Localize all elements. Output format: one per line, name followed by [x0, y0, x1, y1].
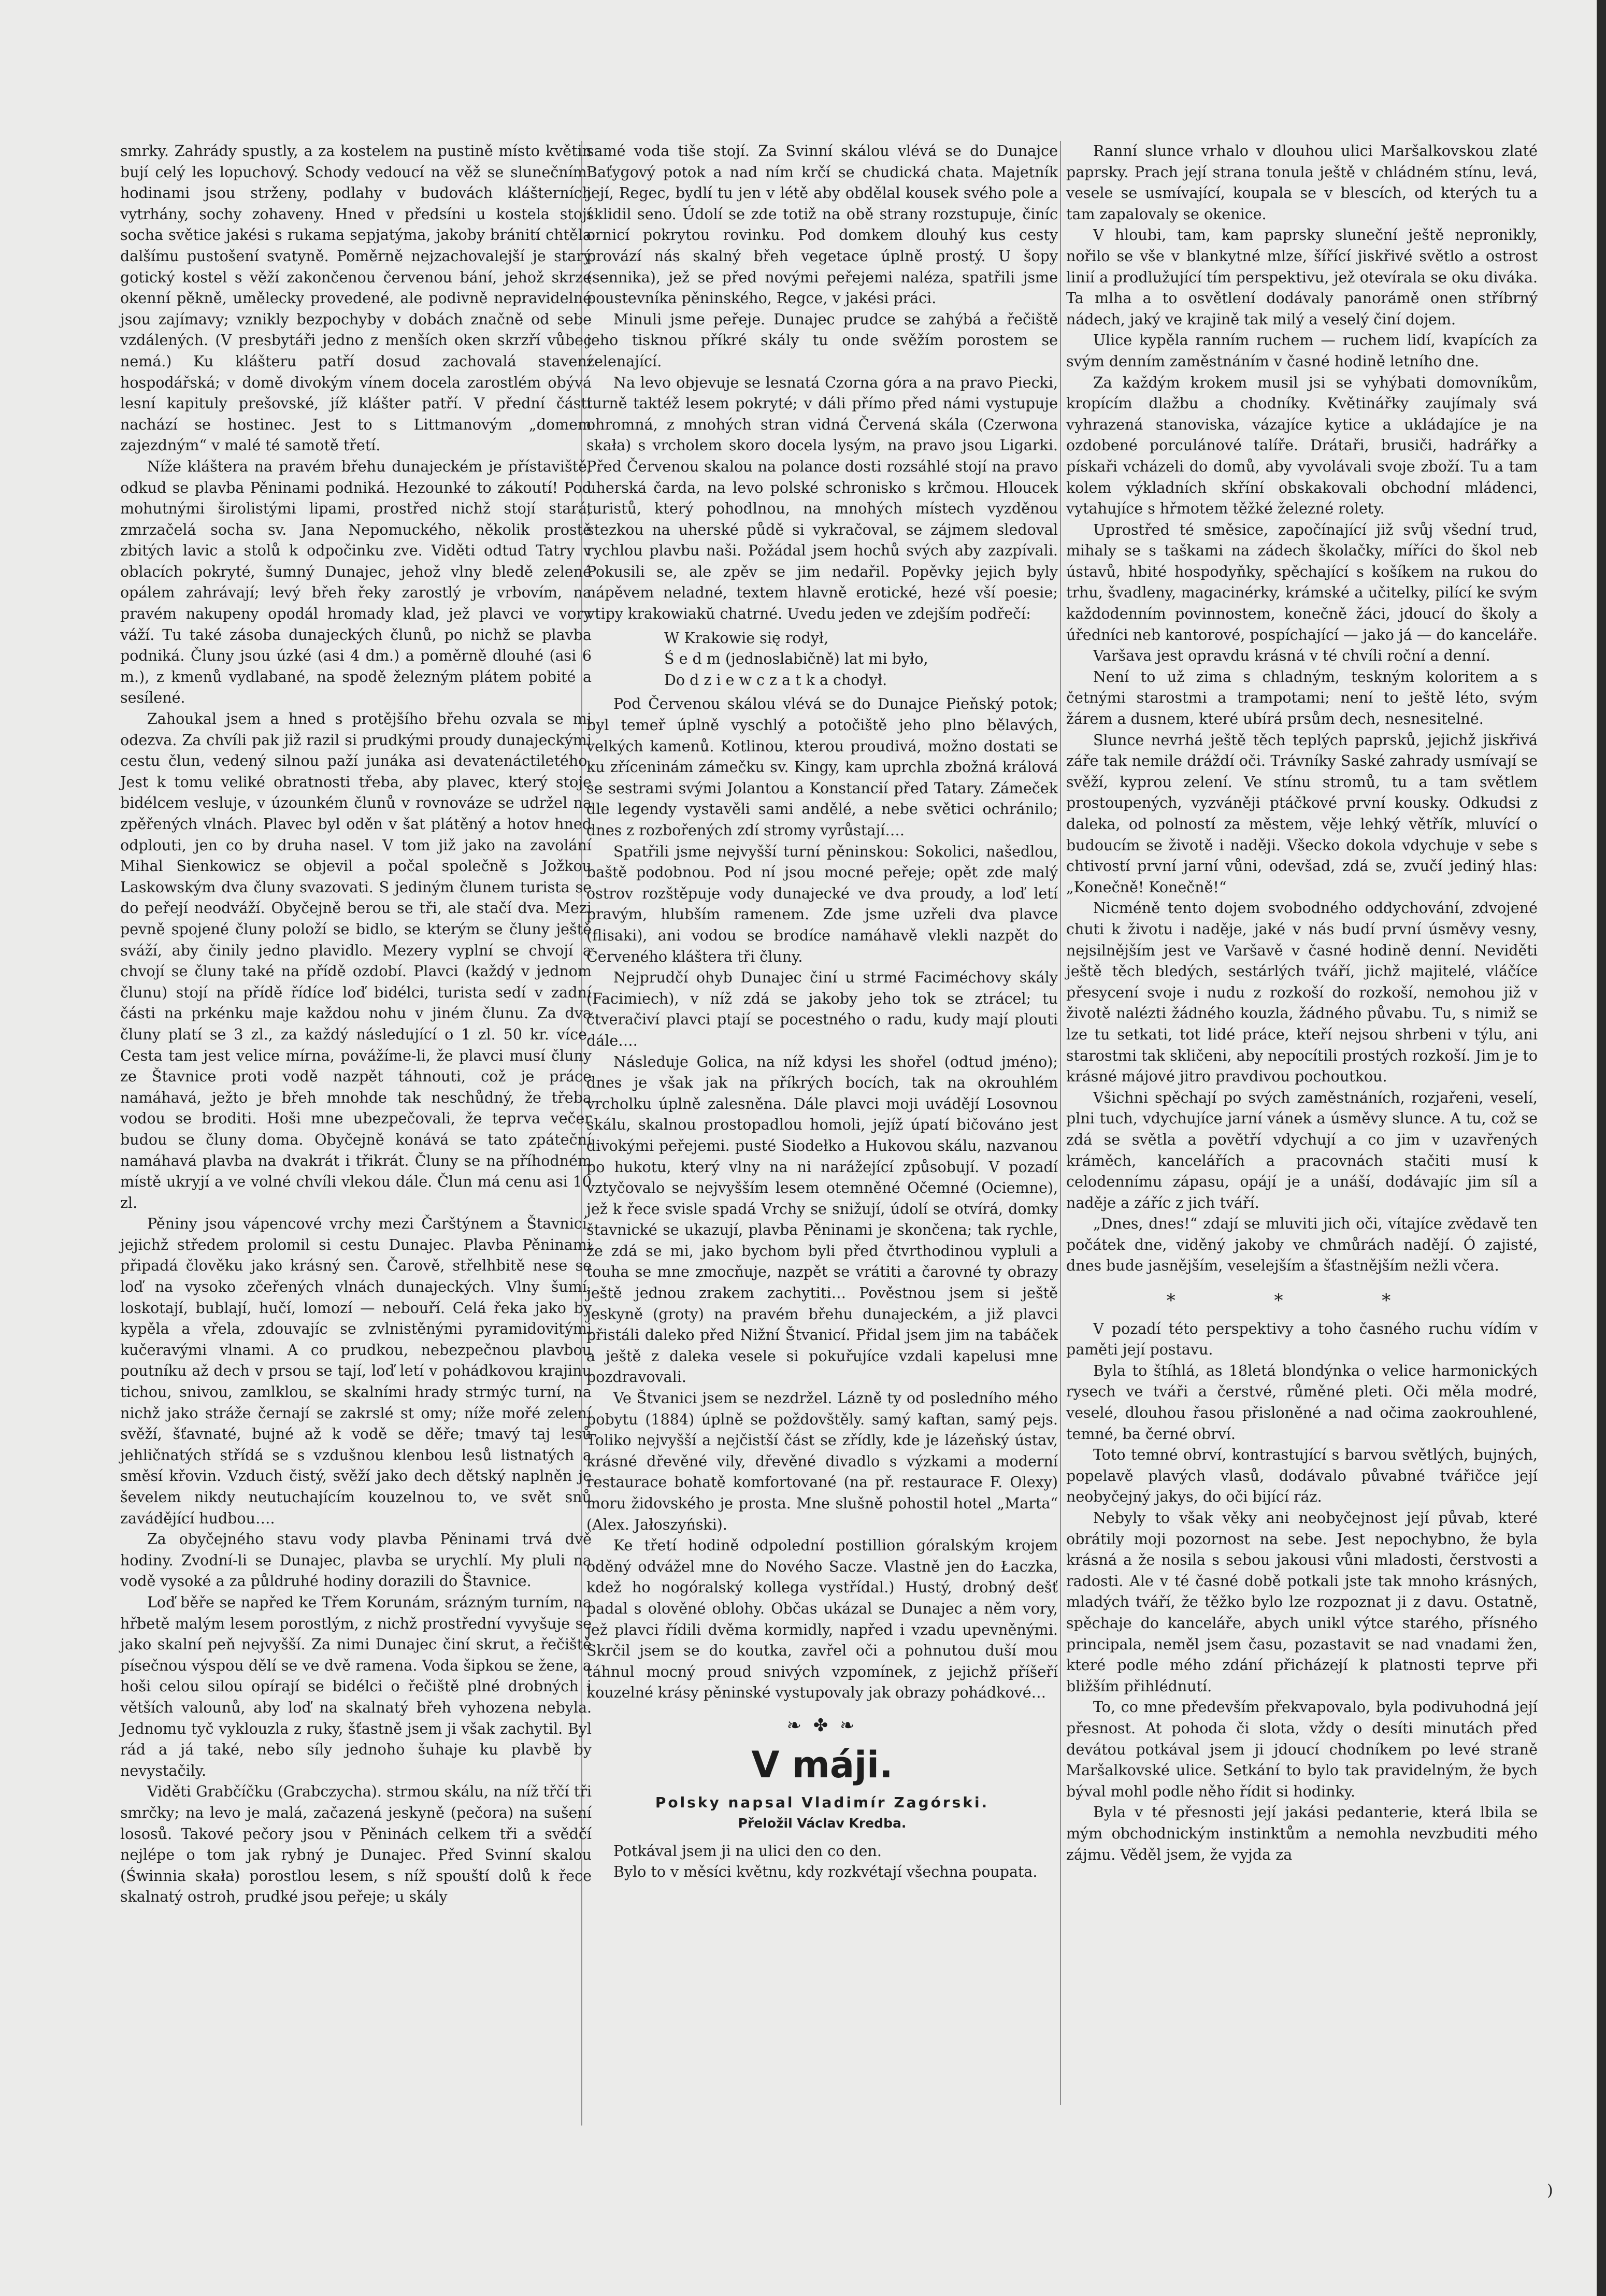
- paragraph: Viděti Grabčíčku (Grabczycha). strmou skálu, na níž třčí tři smrčky; na levo je malá, začazená jeskyně (pečora) na sušení lososů. Takové pečory jsou v Pěninách celkem tři a svědčí nejlépe o tom jak rybný je Dunajec. Před Svinní skalou (Świnnia skała) porostlou lesem, s níž spouští dolů k řece skalnatý ostroh, prudké jsou peřeje; u skály: [120, 1783, 592, 1906]
- section-break-stars: * * *: [1166, 1290, 1438, 1311]
- paragraph: Pěniny jsou vápencové vrchy mezi Čarštýnem a Štavnicí, jejichž středem prolomil si cestu Dunajec. Plavba Pěninami připadá člověku jako krásný sen. Čarově, střelhbitě nese se loď na vysoko zčeřených vlnách dunajeckých. Vlny šumí, loskotají, bublají, hučí, lomozí — nebouří. Celá řeka jako by kypěla a vřela, zdouvajíc se zvlnistěnými pyramidovitými kučeravými vlnami. A co prudkou, nebezpečnou plavbou poutníku až dech v prsou se tají, loď letí v pohádkovou krajinu tichou, snivou, zamlklou, se skalními hrady strmýc turní, na nichž jako stráže černají se zakrslé st omy; níže mořé zelení svěží, šťavnaté, bujné až k vodě se děře; tmavý taj lesů jehličnatých střídá se s vzdušnou klenbou lesů listnatých a směsí křovin. Vzduch čistý, svěží jako dech dětský naplněn je ševelem nikdy neutuchajícím kouzelnou to, ve svět snů zavádějící hudbou….: [120, 1215, 592, 1527]
- paragraph: Na levo objevuje se lesnatá Czorna góra a na pravo Piecki, turně taktéž lesem pokryté; v dáli přímo před námi vystupuje ohromná, z mnohých stran vidná Červená skála (Czerwona skała) s vrcholem skoro docela lysým, na pravo jsou Ligarki. Před Červenou skalou na polance dosti rozsáhlé stojí na pravo uherská čarda, na levo polské schronisko s krčmou. Hloucek turistů, který pohodlnou, na mnohých místech vyzděnou stezkou na uherské půdě si vykračoval, se zájmem sledoval rychlou plavbu naši. Požádal jsem hochů svých aby zazpívali. Pokusili se, ale zpěv se jim nedařil. Popěvky jejich byly nápěvem neladné, textem hlavně erotické, hezé vší poesie; vtipy krakowiakŭ chatrné. Uvedu jeden ve zdejším podřečí:: [586, 374, 1058, 623]
- paragraph: Byla to štíhlá, as 18letá blondýnka o velice harmonických rysech ve tváři a čerstvé, růměné pleti. Oči měla modré, veselé, dlouhou řasou přislоněné a nad očima zaokrouhlené, temné, ba černé obrví.: [1066, 1362, 1538, 1443]
- paragraph: Zahoukal jsem a hned s protějšího břehu ozvala se mi odezva. Za chvíli pak již razil si prudkými proudy dunajeckými cestu člun, vedený silnou paží junáka asi devatenáctiletého. Jest k tomu veliké obratnosti třeba, aby plavec, který stoje bidélcem vesluje, v úzounkém člunů v rovnováze se udržel na zpěřených vlnách. Plavec byl oděn v šat plátěný a hotov hned odplouti, jen co by druha nasel. V tom již jako na zavolání Mihal Sienkowicz se objevil a počal společně s Jožkou Laskowským dva čluny svazovati. S jediným člunem turista se do peřejí neodváží. Obyčejně berou se tři, ale stačí dva. Mezi pevně spojené čluny položí se bidlo, se kterým se čluny ještě sváží, aby činily jedno plavidlo. Mezery vyplní se chvojí a chvojí se čluny také na přídě ozdobí. Plavci (každý v jednom člunu) stojí na přídě řídíce loď bidélci, turista sedí v zadní části na prkénku maje každou nohu v jiném člunu. Za dva čluny platí se 3 zl., za každý následující o 1 zl. 50 kr. více. Cesta tam jest velice mírna, povážíme-li, že plavci musí čluny ze Štavnice proti vodě nazpět táhnouti, což je práce namáhavá, ježto je břeh mnohde tak neschůdný, že třeba vodou se broditi. Hoši mne ubezpečovali, že teprva večer budou se čluny doma. Obyčejně konává se tato zpáteční namáhavá plavba na dvakrát i třikrát. Čluny se na příhodném místě ukryjí a ve volné chvíli vlekou dále. Člun má cenu asi 10 zl.: [120, 710, 592, 1211]
- paragraph: Následuje Golica, na níž kdysi les shořel (odtud jméno); dnes je však jak na příkrých bocích, tak na okrouhlém vrcholku úplně zalesněna. Dále plavci moji uvádějí Losovnou skálu, skalnou prostopadlou homoli, jejíž úpatí bičováno jest divokými peřejemi. pusté Siodełko a Hukovou skálu, nazvanou po hukotu, který vlny na ni narážející způsobují. V pozadí vztyčovalo se nejvyšším lesem otemněné Očemné (Ociemne), jež k řece svisle spadá Vrchy se snižují, údolí se otvírá, domky štavnické se ukazují, plavba Pěninami je skončena; tak rychle, že zdá se mi, jako bychom byli před čtvrthodinou vypluli a touha se mne zmocňuje, nazpět se vrátiti a čarovné ty obrazy ještě jednou zrakem zachytiti… Pověstnou jsem si ještě jeskyně (groty) na pravém břehu dunajeckém, a již plavci přistáli daleko před Nižní Štvanicí. Přidal jsem jim na tabáček a ještě z daleka vesele si pokuřujíce vzdali kapelusi mne pozdravovali.: [586, 1053, 1058, 1386]
- paragraph: V pozadí této perspektivy a toho časného ruchu vídím v paměti její postavu.: [1066, 1320, 1538, 1359]
- paragraph: Nebyly to však věky ani neobyčejnost její půvab, které obrátily moji pozornost na sebe. Jest nepochybno, že byla krásná a že nosila s sebou jakousi vůni mladosti, čerstvosti a radosti. Ale v té časné době potkali jste tak mnoho krásných, mladých tváří, že těžko bylo lze rozpoznat ji z davu. Ostatně, spěchaje do kanceláře, abych unikl výtce starého, přísného principala, neměl jsem času, pozastavit se nad vnadami žen, které podle mého zdání přicházejí k platnosti teprve při bližším přihlédnutí.: [1066, 1509, 1538, 1695]
- paragraph: Bylo to v měsíci květnu, kdy rozkvétají všechna poupata.: [613, 1863, 1038, 1881]
- paragraph: Loď běře se napřed ke Třem Korunám, srázným turním, na hřbetě malým lesem porostlým, z nichž prostřední vyvyšuje se jako skalní peň nejvyšší. Za nimi Dunajec činí skrut, a řečiště písečnou výspou dělí se ve dvě ramena. Voda šipkou se žene, a hoši celou silou opírají se bidélci o řečiště plné drobných i větších valounů, aby loď na skalnatý břeh vyhozena nebyla. Jednomu tyč vyklouzla z ruky, šťastně jsem ji však zachytil. Byl rád a já také, nebo síly jednoho šuhaje ku plavbě by nevystačily.: [120, 1593, 592, 1779]
- paragraph: Byla v té přesnosti její jakási pedanterie, která lbila se mým obchodnickým instinktům a nemohla nevzbuditi mého zájmu. Věděl jsem, že vyjda za: [1066, 1804, 1538, 1863]
- paragraph: samé voda tiše stojí. Za Svinní skálou vlévá se do Dunajce Baťygový potok a nad ním krčí se chudická chata. Majetník její, Regec, bydlí tu jen v létě aby obdělal kousek svého pole a sklidil seno. Údolí se zde totiž na obě strany rozstupuje, činíc ornicí pokrytou rovinku. Pod domkem dlouhý kus cesty provází nás skalný břeh vegetace úplně prostý. U šopy (sennika), jež se před novými peřejemi naléza, spatřili jsme poustevníka pěninského, Regce, v jakési práci.: [586, 142, 1058, 307]
- story-byline: Polsky napsal Vladimír Zagórski.: [655, 1793, 990, 1811]
- paragraph: Minuli jsme peřeje. Dunajec prudce se zahýbá a řečiště jeho tisknou příkré skály tu onde svěžím porostem se zelenající.: [586, 310, 1058, 370]
- story-translator: Přeložil Václav Kredba.: [738, 1815, 907, 1831]
- paragraph: Za každým krokem musil jsi se vyhýbati domovníkům, kropícím dlažbu a chodníky. Květinářky zaujímaly svá vyhrazená stanoviska, vázajíce kytice a ukládajíce je na ozdobené porculánové talíře. Drátaři, brusiči, hadrářky a pískaři vcházeli do domů, aby vyvolávali svoje zboží. Tu a tam kolem výkladních skříní obskakovali obchodní mládenci, vytahujíce s hřmotem těžké železné rolety.: [1066, 374, 1538, 518]
- column-right: [1066, 141, 1538, 1865]
- story-title: V máji.: [751, 1743, 893, 1786]
- paragraph: Uprostřed té směsice, započínající již svůj všední trud, mihaly se s taškami na zádech školačky, míříci do škol neb ústavů, hbité hospodyňky, spěchající s košíkem na rukou do trhu, švadleny, magacinérky, krámské a učitelky, pilící ke svým každodenním povinnostem, konečně žáci, jdoucí do školy a úředníci neb kantorové, pospíchající — jako já — do kanceláře.: [1066, 521, 1538, 644]
- folk-song-verse: [664, 628, 1058, 691]
- paragraph: Spatřili jsme nejvyšší turní pěninskou: Sokolici, našedlou, baště podobnou. Pod ní jsou mocné peřeje; opět zde malý ostrov rozštěpuje vody dunajecké ve dva proudy, a loď letí pravým, hlubším ramenem. Zde jsme uzřeli dva plavce (flisaki), ani vodou se brodíce namáhavě vlekli nazpět do Červeného kláštera tři čluny.: [586, 843, 1058, 965]
- column-middle: [586, 141, 1058, 1883]
- page-edge: [1597, 0, 1606, 2296]
- paragraph: Toto temné obrví, kontrastující s barvou světlých, bujných, popelavě plavých vlasů, dodávalo půvabné tvářičce její neobyčejný jakys, do oči bijící ráz.: [1066, 1446, 1538, 1506]
- paragraph: Pod Červenou skálou vlévá se do Dunajce Pieňský potok; byl temeř úplně vyschlý a potočiště jeho plno bělavých, velkých kamenů. Kotlinou, kterou proudivá, možno dostati se ku zříceninám zámečku sv. Kingy, kam uprchla zbožná králová se sestrami svými Jolantou a Konstancií před Tatary. Zámeček dle legendy vystavěli sami andělé, a nebe světici ochránilo; dnes z rozbořených zdí stromy vyrůstají….: [586, 695, 1058, 839]
- paragraph: Ve Štvanici jsem se nezdržel. Lázně ty od posledního mého pobytu (1884) úplně se poždovštěly. samý kaftan, samý pejs. Toliko nejvyšší a nejčistší část se zřídly, kde je lázeňský ústav, krásné dřevěné vily, dřevěné divadlo s výzkami a moderní restaurace bohatě komfortované (na př. restaurace F. Olexy) moru židovského je prosta. Mne slušně pohostil hotel „Marta“ (Alex. Jałoszyński).: [586, 1390, 1058, 1533]
- paragraph: Za obyčejného stavu vody plavba Pěninami trvá dvě hodiny. Zvodní-li se Dunajec, plavba se urychlí. My pluli na vodě vysoké a za půldruhé hodiny dorazili do Štavnice.: [120, 1531, 592, 1590]
- section-ornament: ❧ ✤ ❧: [786, 1715, 858, 1736]
- paragraph: Všichni spěchají po svých zaměstnáních, rozjařeni, veselí, plni tuch, vdychujíce jarní vánek a úsměvy slunce. A tu, což se zdá se světla a povětří vdychují a co jim v uzavřených kráměch, kancelářích a pracovnách stačiti musí k celodennímu zápasu, opájí je a unáší, dodávajíc jim síl a naděje a záříc z jich tváří.: [1066, 1089, 1538, 1211]
- paragraph: Ulice kypěla ranním ruchem — ruchem lidí, kvapících za svým denním zaměstnáním v časné hodině letního dne.: [1066, 332, 1538, 370]
- margin-mark: ): [1547, 2181, 1553, 2200]
- verse-line: W Krakowie się rodył,: [664, 629, 829, 647]
- paragraph: Nicméně tento dojem svobodného oddychování, zdvojené chuti k životu i naděje, jaké v nás budí první úsměvy vesny, nejsilnějším jest ve Varšavě v časné hodině denní. Neviděti ještě těch bledých, sestárlých tváří, jichž majitelé, vláčíce přesycení svoje i nudu z rozkoší do rozkoší, nemohou již v životě nalézti žádného kouzla, žádného půvabu. Tu, s nimiž se lze tu setkati, tot lidé práce, kteří nejsou shrbeni v týlu, ani starostmi tak skličeni, aby nepocítili prostých rozkoší. Jim je to krásné májové jitro pravdivou pochoutkou.: [1066, 900, 1538, 1086]
- paragraph: Ke třetí hodině odpolední postillion góralským krojem oděný odvážel mne do Nového Sacze. Vlastně jen do Łaczka, kdež ho nogóralský kollega vystřídal.) Hustý, drobný dešť padal s olověné oblohy. Občas ukázal se Dunajec a něm vory, jež plavci řídili dvěma kormidly, napřed i vzadu upevněnými. Skrčil jsem se do koutka, zavřel oči a pohnutou duší mou táhnul mocný proud snivých vzpomínek, z jejichž příšeří kouzelné krásy pěninské vystupovaly jak obrazy pohádkové…: [586, 1537, 1058, 1702]
- column-left: [120, 141, 592, 1908]
- verse-line: Do d z i e w c z a t k a chodył.: [664, 671, 887, 689]
- paragraph: Varšava jest opravdu krásná v té chvíli roční a denní.: [1093, 647, 1490, 665]
- paragraph: Slunce nevrhá ještě těch teplých paprsků, jejichž jiskřivá záře tak nemile dráždí oči. Trávníky Saské zahrady usmívají se svěží, kyprou zelení. Ve stínu stromů, tu a tam světlem prostoupených, vyzváněji ptáčkové první kousky. Odkudsi z daleka, od polností za městem, věje lehký větřík, mluvící o budoucím se životě i naději. Všecko dokola vdychuje v sebe s chtivostí první jarní vůni, odevšad, zdá se, zvučí jediný hlas: „Konečně! Konečně!“: [1066, 731, 1538, 896]
- paragraph: „Dnes, dnes!“ zdají se mluviti jich oči, vítajíce zvědavě ten počátek dne, viděný jakoby ve chmůrách nadějí. Ó zajisté, dnes bude jasnějším, veselejším a šťastnějším nežli včera.: [1066, 1215, 1538, 1275]
- paragraph: To, co mne především překvapovalo, byla podivuhodná její přesnost. At pohoda či slota, vždy o desíti minutách před devátou potkával jsem ji jdoucí chodníkem po levé straně Maršalkovské ulice. Setkání to bylo tak pravidelným, že bych býval mohl podle něho řídit si hodinky.: [1066, 1699, 1538, 1800]
- paragraph: smrky. Zahrády spustly, a za kostelem na pustině místo květin bují celý les lopuchový. Schody vedoucí na věž se slunečními hodinami jsou strženy, podlahy v budovách klášterních vytrhány, sochy zohaveny. Hned v předsíni u kostela stojí socha světice jakési s rukama sepjatýma, jakoby bránití chtěla dalšímu pustošení svatyně. Poměrně nejzachovalejší je starý gotický kostel s věží zakončenou červenou bání, jehož skrze okenní pěkně, umělecky provedené, ale podivně nepravidelné jsou zajímavy; vznikly bezpochyby v dobách značně od sebe vzdálených. (V presbytáři jedno z menších oken skrzří vůbec nemá.) Ku klášteru patří dosud zachovalá stavení hospodářská; v domě divokým vínem docela zarostlém obývá lesní kapituly prešovské, jíž klášter patří. V přední části nachází se hostinec. Jest to s Littmanovým „domem zajezdným“ v malé té samotě třetí.: [120, 142, 592, 454]
- column-divider-right: [1060, 141, 1061, 2105]
- paragraph: V hloubi, tam, kam paprsky sluneční ještě nepronikly, nořilo se vše v blankytné mlze, šířící jiskřivé světlo a ostrost linií a prodlužující tím perspektivu, jež otevírala se oku diváka. Ta mlha a to osvětlení dodávaly panorámě onen stříbrný nádech, jaký ve krajině tak milý a veselý činí dojem.: [1066, 226, 1538, 328]
- paragraph: Není to už zima s chladným, teskným koloritem a s četnými starostmi a trampotami; není to ještě léto, svým žárem a dusnem, které ubírá prsům dech, nesnesitelné.: [1066, 668, 1538, 728]
- paragraph: Níže kláštera na pravém břehu dunajeckém je přístaviště, odkud se plavba Pěninami podniká. Hezounké to zákoutí! Pod mohutnými širolistými lipami, prostřed nichž stojí stará, zmrzačelá socha sv. Jana Nepomuckého, několik prostě zbitých lavic a stolů k odpočinku zve. Viděti odtud Tatry v oblacích pokryté, šumný Dunajec, jehož vlny bledě zelené opálem zahrávají; levý břeh řeky zarostlý je vrbovím, na pravém nakupeny opodál hromady klad, jež plavci ve vory váží. Tu také zásoba dunajeckých člunů, po nichž se plavba podniká. Čluny jsou úzké (asi 4 dm.) a poměrně dlouhé (asi 6 m.), z kmenů vydlabané, na spodě železným plátem pobité a sesílené.: [120, 458, 592, 707]
- paragraph: Ranní slunce vrhalo v dlouhou ulici Maršalkovskou zlaté paprsky. Prach její strana tonula ještě v chládném stínu, levá, vesele se usmívající, koupala se v blescích, od kterých tu a tam zapalovaly se okenice.: [1066, 142, 1538, 223]
- paragraph: Nejprudčí ohyb Dunajec činí u strmé Faciméchovy skály (Facimiech), v níž zdá se jakoby jeho tok se ztrácel; tu čtveračiví plavci ptají se pocestného o radu, kudy mají plouti dále….: [586, 969, 1058, 1049]
- verse-line: Ś e d m (jednoslabičně) lat mi było,: [664, 650, 928, 668]
- paragraph: Potkával jsem ji na ulici den co den.: [613, 1842, 882, 1860]
